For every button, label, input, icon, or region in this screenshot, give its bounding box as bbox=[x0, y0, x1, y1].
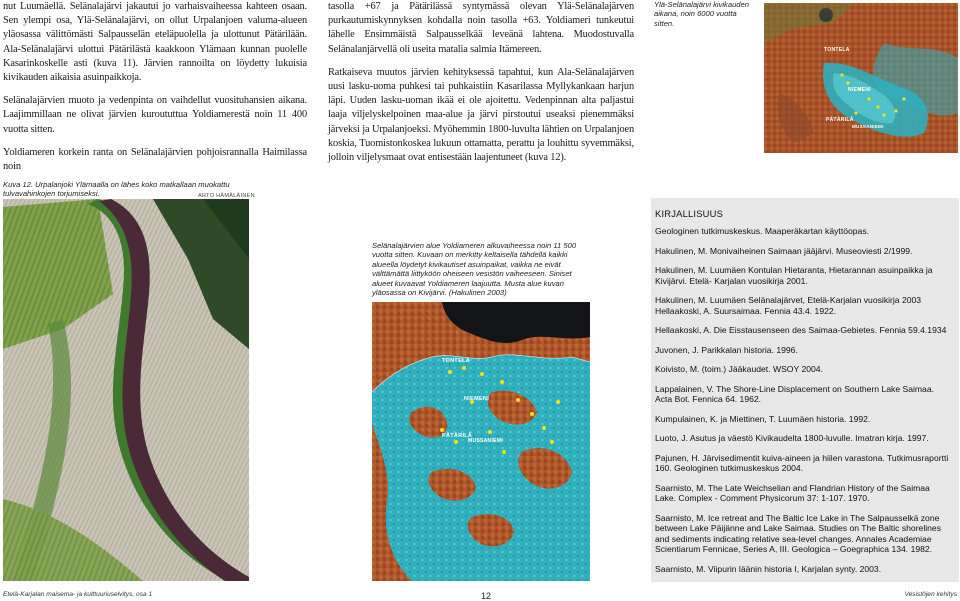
map-graphic bbox=[764, 3, 958, 153]
paragraph: tasolla +67 ja Pätärilässä syntymässä olevan Ylä-Selänalajärven purkautumiskynnyksen kohdalla noin tasolla +63. Yoldiameri tunkeutui lähelle Ensimmäistä Salpausselkää leveänä lahtena. Muodostuvalla Selänalanjärvellä oli useita matalia salmia Itämereen. bbox=[328, 1, 634, 55]
photo-caption: Kuva 12. Urpalanjoki Ylämaalla on lähes koko matkallaan muokattu tulvavahinkojen torjumiseksi. bbox=[3, 180, 230, 199]
reference-item: Pajunen, H. Järvisedimentit kuiva-aineen ja hiilen varastona. Tutkimusraportti 160. Geologinen tutkimuskeskus 2004. bbox=[655, 452, 949, 473]
body-column-middle bbox=[328, 0, 634, 174]
paragraph: Yoldiameren korkein ranta on Selänalajärvien pohjoisrannalla Haimilassa noin bbox=[3, 146, 307, 173]
map-graphic bbox=[372, 302, 590, 581]
reference-item: Koivisto, M. (toim.) Jääkaudet. WSOY 2004. bbox=[655, 364, 823, 374]
page-number: 12 bbox=[481, 591, 492, 601]
reference-item: Lappalainen, V. The Shore-Line Displacement on Southern Lake Saimaa. Acta Bot. Fennica 64. 1962. bbox=[655, 383, 935, 404]
reference-item: Geologinen tutkimuskeskus. Maaperäkartan käyttöopas. bbox=[655, 226, 870, 236]
map-label: NIEMENI bbox=[848, 87, 871, 93]
references-heading: KIRJALLISUUS bbox=[655, 208, 724, 219]
map-label: NIEMENI bbox=[464, 396, 490, 402]
reference-item: Kumpulainen, K. ja Miettinen, T. Luumäen historia. 1992. bbox=[655, 413, 871, 424]
map-caption-middle: Selänalajärvien alue Yoldiameren alkuvaiheessa noin 11 500 vuotta sitten. Kuvaan on merkitty keltaisella tähdellä kaikki alueella löydetyt kivikautiset asuinpaikat, vaikka ne eivät välttämättä liittyköön oheiseen vesistön vaiheeseen. Siniset alueet kuvaavat Yoldiameren laajuutta. Musta alue kuvan yläosassa on Kivijärvi. (Hakulinen 2003) bbox=[372, 241, 577, 298]
map-label: PÄTÄRILÄ bbox=[442, 433, 473, 439]
references-box bbox=[651, 198, 959, 582]
map-label: PÄTÄRILÄ bbox=[826, 117, 854, 123]
map-caption-top: Ylä-Selänalajärvi kivikauden aikana, noin 6000 vuotta sitten. bbox=[654, 0, 749, 28]
photo-credit: ARTO HÄMÄLÄINEN bbox=[198, 193, 255, 199]
reference-item: Luoto, J. Asutus ja väestö Kivikaudelta 1800-luvulle. Imatran kirja. 1997. bbox=[655, 433, 929, 443]
reference-item: Hellaakoski, A. Die Eisstausenseen des Saimaa-Gebietes. Fennia 59.4.1934 bbox=[655, 325, 947, 335]
paragraph: nut Luumäellä. Selänalajärvi jakautui jo varhaisvaiheessa kahteen osaan. Sen ylempi osa, Ylä-Selänalajärvi, on ollut Urpalanjoen valuma-alueen yläosassa välittömästi Salpausselän eteläpuolella ja ulottunut Pätärilään. Ala-Selänalajärvi ulottui Pätärilästä kaakkoon Ylämaan kunnan puolelle Kasarinkoskelle asti (kuva 11). Järvien rannoilta on löydetty lukuisia kivikauden aikaisia asuinpaikkoja. bbox=[3, 1, 307, 84]
references-list bbox=[655, 220, 953, 574]
map-image-yoldia-sea bbox=[372, 302, 590, 581]
paragraph: Ratkaiseva muutos järvien kehityksessä tapahtui, kun Ala-Selänalajärven uusi lasku-uoma puhkesi tai puhkaistiin Kasarilassa Myllykankaan harjun läpi. Uuden lasku-uoman ikää ei ole ajoitettu. Vedenpinnan alta paljastui laaja viljelyskelpoinen maa-alue ja järvi pirstoutui useaksi pienemmäksi järveksi ja Urpalanjoeksi. Myöhemmin 1800-luvulta lähtien on Urpalanjoen koskia, Tuomistonkoskea lukuun ottamatta, perattu ja louhittu syvemmäksi, jolloin viljelysmaat ovat entisestään laajentuneet (kuva 12). bbox=[328, 66, 634, 164]
body-column-left bbox=[3, 0, 307, 183]
footer-publication: Etelä-Karjalan maisema- ja kulttuuriuselvitys, osa 1 bbox=[3, 591, 153, 598]
map-label: TONTELA bbox=[442, 358, 470, 364]
reference-item: Hakulinen, M. Monivaiheinen Saimaan jääjärvi. Museoviesti 2/1999. bbox=[655, 245, 913, 256]
map-label: TONTELA bbox=[824, 47, 850, 53]
reference-item: Saarnisto, M. The Late Weichselian and Flandrian History of the Saimaa Lake. Complex - Comment Physicorum 37: 1-107. 1970. bbox=[655, 482, 930, 503]
map-label: MUSSANIEMI bbox=[468, 438, 503, 444]
reference-item: Saarnisto, M. Viipurin läänin historia I, Karjalan synty. 2003. bbox=[655, 563, 882, 574]
aerial-river-photo bbox=[3, 199, 249, 581]
reference-item: Juvonen, J. Parikkalan historia. 1996. bbox=[655, 344, 798, 355]
footer-section: Vesistöjen kehitys bbox=[904, 591, 957, 598]
reference-item: Hakulinen, M. Luumäen Selänalajärvet, Etelä-Karjalan vuosikirja 2003 Hellaakoski, A. Suursaimaa. Fennia 43.4. 1922. bbox=[655, 295, 922, 316]
reference-item: Saarnisto, M. Ice retreat and The Baltic Ice Lake in The Salpausselkä zone between Lake Päijänne and Lake Saimaa. Studies on The Baltic shorelines and sediments indicating relative sea-level changes. Annales Academiae Scientiarum Fennicae, Series A, III. Geologica – Goegraphica 134. 1982. bbox=[655, 512, 942, 554]
map-label: MUSSANIEMI bbox=[852, 124, 884, 129]
paragraph: Selänalajärvien muoto ja vedenpinta on vaihdellut vuosituhansien aikana. Laajimmillaan ne olivat järvien kuroututtua Yoldiamerestä noin 11 400 vuotta sitten. bbox=[3, 95, 307, 135]
reference-item: Hakulinen, M. Luumäen Kontulan Hietaranta, Hietarannan asuinpaikka ja Kivijärvi. Etelä- Karjalan vuosikirja 2001. bbox=[655, 265, 933, 286]
photo-graphic bbox=[3, 199, 249, 581]
map-image-stone-age bbox=[764, 3, 958, 153]
